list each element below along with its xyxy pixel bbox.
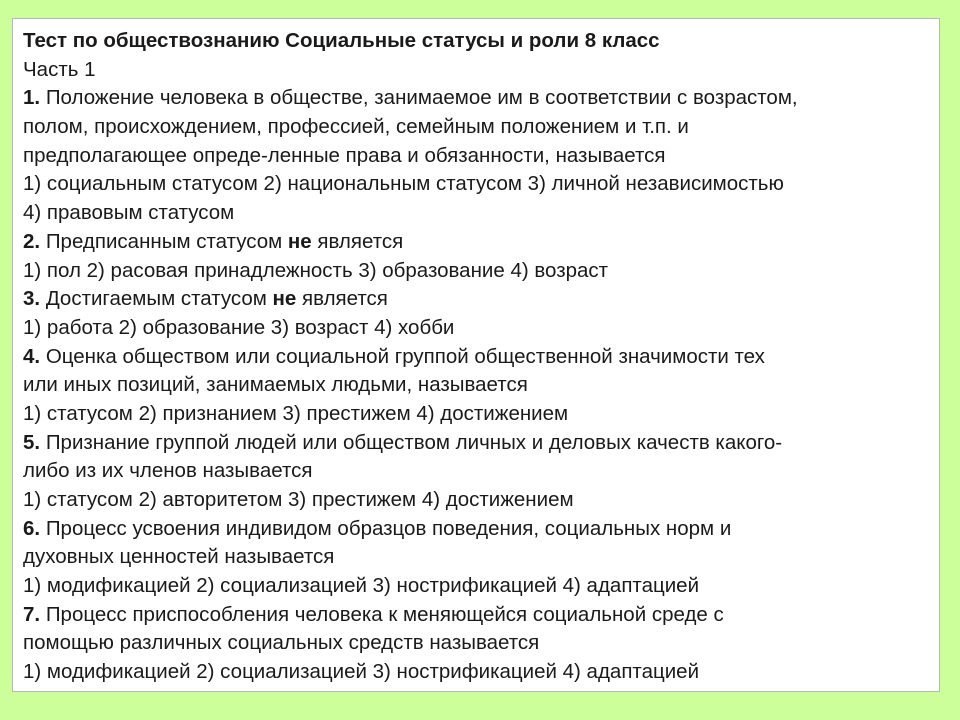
question-4-line-1 [23, 343, 929, 372]
question-1-line-3: предполагающее опреде-ленные права и обязанности, называется [23, 143, 666, 167]
question-6-text: Процесс усвоения индивидом образцов поведения, социальных норм и [45, 516, 732, 540]
question-7-number: 7. [23, 602, 41, 626]
question-2-number: 2. [23, 229, 41, 253]
question-7-text: Процесс приспособления человека к меняющейся социальной среде с [45, 602, 724, 626]
question-3-answers: 1) работа 2) образование 3) возраст 4) хобби [23, 315, 455, 339]
question-7-line-2: помощью различных социальных средств называется [23, 631, 540, 655]
question-4-number: 4. [23, 344, 41, 368]
question-2 [23, 228, 929, 257]
question-5-line-2: либо из их членов называется [23, 459, 313, 483]
question-1-answers-line-2: 4) правовым статусом [23, 201, 235, 225]
document-title: Тест по обществознанию Социальные статусы и роли 8 класс [23, 29, 660, 52]
question-4-text: Оценка обществом или социальной группой общественной значимости тех [45, 344, 765, 368]
question-2-answers: 1) пол 2) расовая принадлежность 3) образование 4) возраст [23, 258, 609, 282]
question-5-line-1 [23, 429, 929, 458]
question-3-number: 3. [23, 287, 41, 311]
question-2-emphasis: не [287, 229, 312, 253]
question-1-text: Положение человека в обществе, занимаемое им в соответствии с возрастом, [45, 86, 798, 110]
question-4-line-2: или иных позиций, занимаемых людьми, называется [23, 373, 528, 397]
question-2-text-before: Предписанным статусом [45, 229, 283, 253]
question-6-number: 6. [23, 516, 41, 540]
question-3-text-before: Достигаемым статусом [45, 287, 267, 311]
question-5-number: 5. [23, 430, 41, 454]
question-3-emphasis: не [272, 287, 297, 311]
question-5-text: Признание группой людей или обществом личных и деловых качеств какого- [45, 430, 783, 454]
question-2-text-after: является [317, 229, 404, 253]
part-label: Часть 1 [23, 57, 96, 81]
question-1-line-2: полом, происхождением, профессией, семейным положением и т.п. и [23, 115, 689, 139]
question-3 [23, 285, 929, 314]
question-7-line-1 [23, 601, 929, 630]
question-6-line-1 [23, 515, 929, 544]
question-3-text-after: является [302, 287, 388, 311]
question-6-answers: 1) модификацией 2) социализацией 3) нострификацией 4) адаптацией [23, 574, 700, 598]
document-content [23, 27, 929, 687]
question-5-answers: 1) статусом 2) авторитетом 3) престижем 4) достижением [23, 488, 574, 511]
question-1-line-1 [23, 84, 929, 113]
question-1-number: 1. [23, 86, 41, 110]
question-6-line-2: духовных ценностей называется [23, 545, 335, 569]
question-7-answers: 1) модификацией 2) социализацией 3) нострификацией 4) адаптацией [23, 660, 700, 684]
question-1-answers-line-1: 1) социальным статусом 2) национальным статусом 3) личной независимостью [23, 172, 784, 196]
question-4-answers: 1) статусом 2) признанием 3) престижем 4) достижением [23, 401, 569, 425]
document-panel [12, 18, 940, 692]
